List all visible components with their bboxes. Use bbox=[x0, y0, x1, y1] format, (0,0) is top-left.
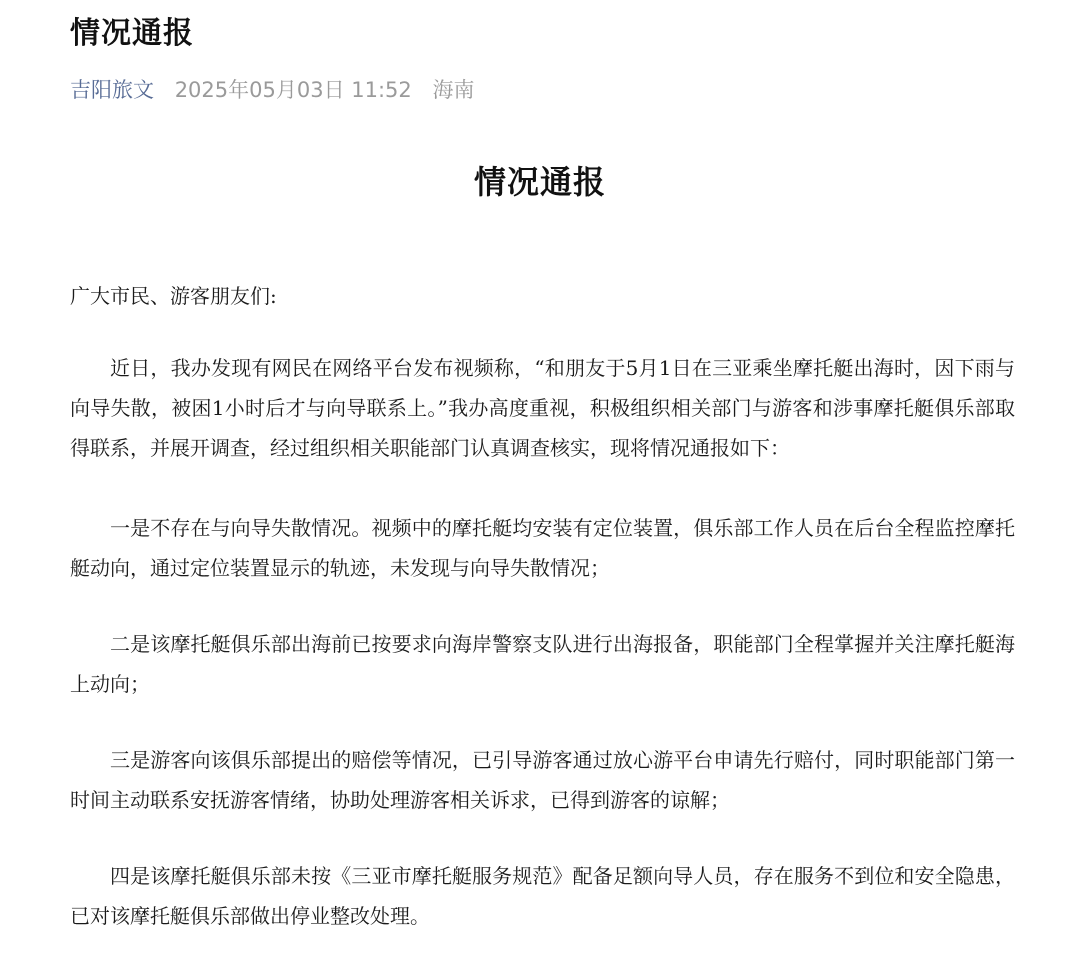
paragraph-intro: 近日，我办发现有网民在网络平台发布视频称，“和朋友于5月1日在三亚乘坐摩托艇出海时，因下雨与向导失散，被困1小时后才与向导联系上。”我办高度重视，积极组织相关部门与游客和涉事摩托艇俱乐部取得联系，并展开调查，经过组织相关职能部门认真调查核实，现将情况通报如下： bbox=[70, 356, 1015, 460]
publish-location: 海南 bbox=[432, 78, 475, 102]
document-heading: 情况通报 bbox=[473, 163, 606, 201]
salutation: 广大市民、游客朋友们: bbox=[70, 284, 277, 308]
paragraph-point-4: 四是该摩托艇俱乐部未按《三亚市摩托艇服务规范》配备足额向导人员，存在服务不到位和安全隐患，已对该摩托艇俱乐部做出停业整改处理。 bbox=[70, 864, 1015, 928]
publish-time: 2025年05月03日 11:52 bbox=[174, 78, 412, 102]
paragraph-point-2: 二是该摩托艇俱乐部出海前已按要求向海岸警察支队进行出海报备，职能部门全程掌握并关注摩托艇海上动向； bbox=[70, 632, 1015, 696]
article-title: 情况通报 bbox=[70, 16, 194, 51]
paragraph-point-3: 三是游客向该俱乐部提出的赔偿等情况，已引导游客通过放心游平台申请先行赔付，同时职能部门第一时间主动联系安抚游客情绪，协助处理游客相关诉求，已得到游客的谅解； bbox=[70, 748, 1015, 812]
account-name-link[interactable]: 吉阳旅文 bbox=[70, 78, 154, 102]
paragraph-point-1: 一是不存在与向导失散情况。视频中的摩托艇均安装有定位装置，俱乐部工作人员在后台全程监控摩托艇动向，通过定位装置显示的轨迹，未发现与向导失散情况； bbox=[70, 516, 1015, 580]
article-meta bbox=[70, 74, 474, 106]
